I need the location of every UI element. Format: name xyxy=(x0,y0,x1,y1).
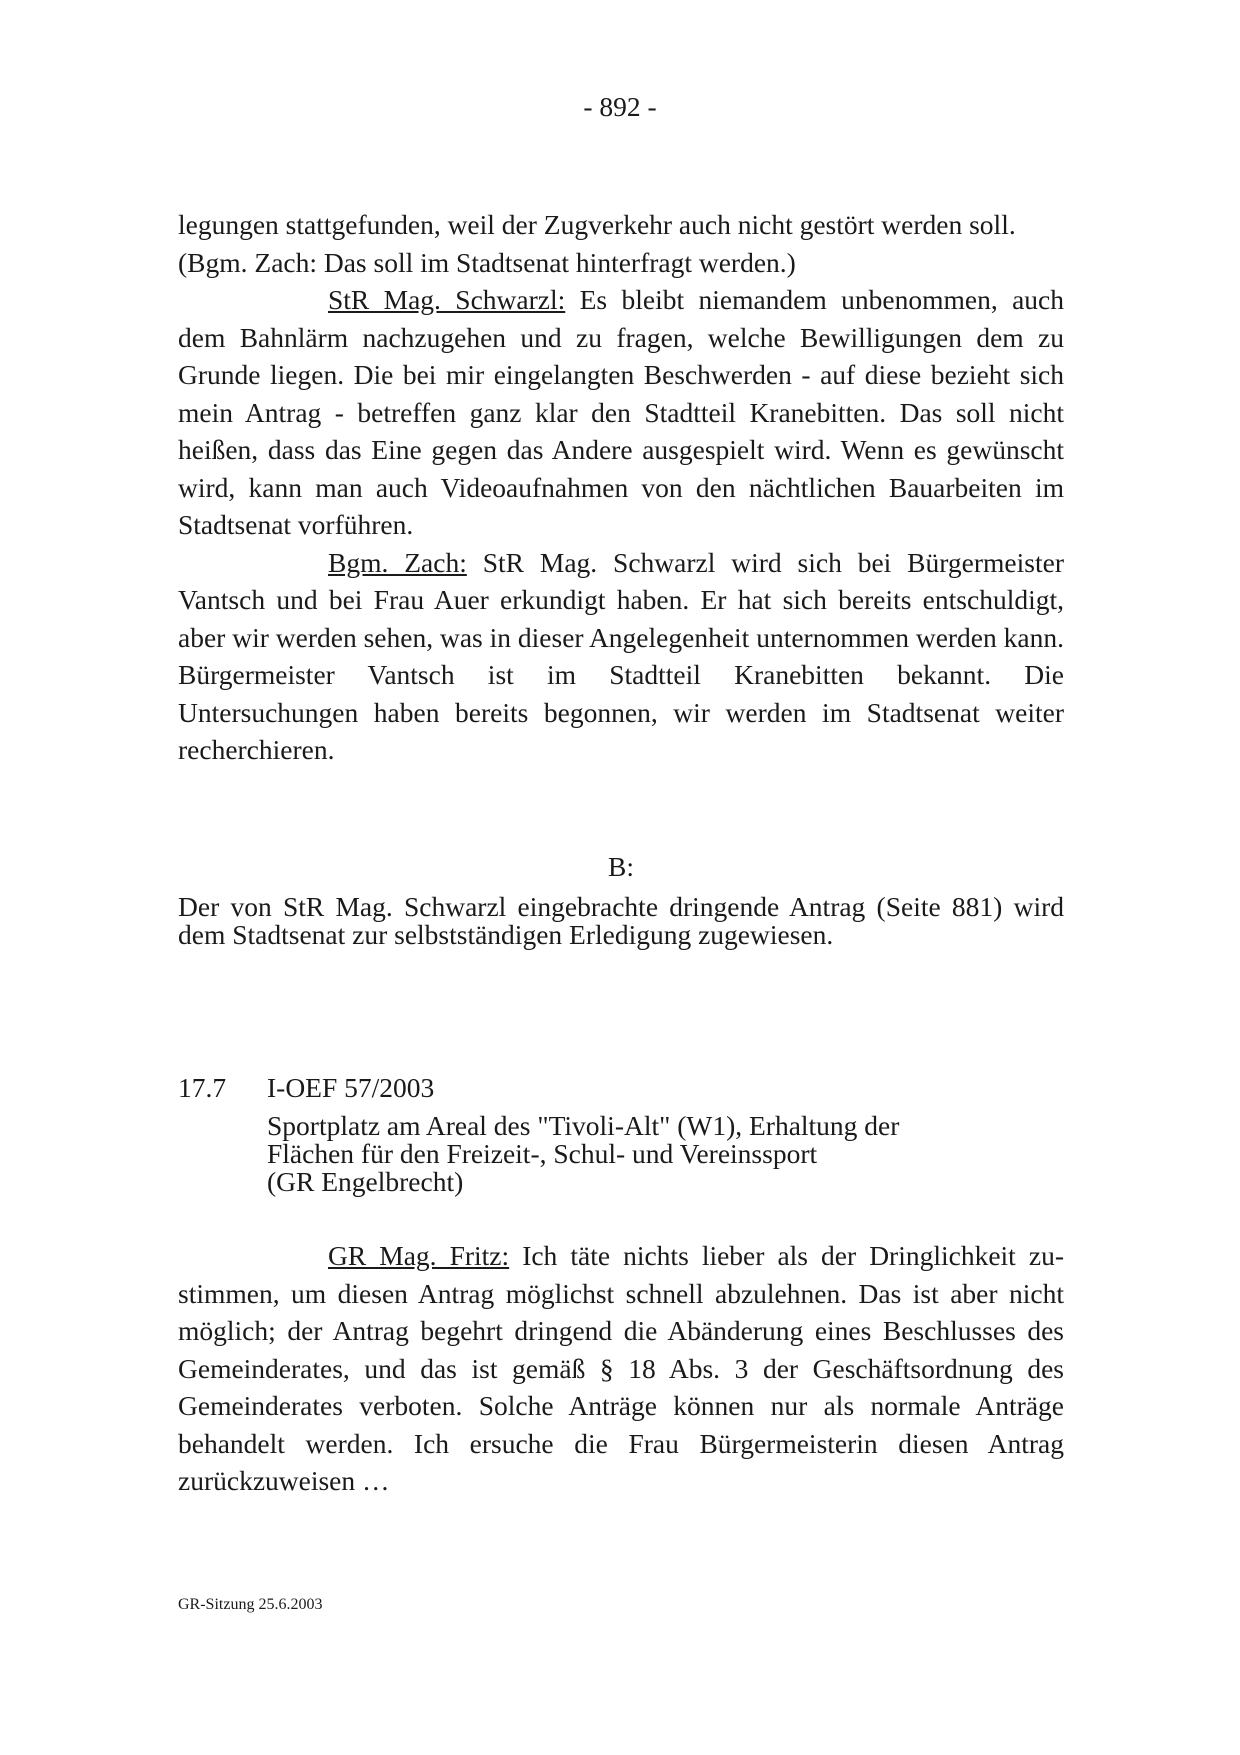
speech-text: Es bleibt niemandem unbenommen, auch dem Bahnlärm nachzugehen und zu fragen, welche Bewilligungen dem zu Grunde liegen. Die bei mir eingelangten Beschwerden - auf diese bezieht sich mein Antrag - betreffen ganz klar den Stadtteil Kranebitten. Das soll nicht heißen, dass das Eine gegen das Andere ausgespielt wird. Wenn es gewünscht wird, kann man auch Videoaufnahmen von den nächtlichen Bauarbeiten im Stadtsenat vorführen. xyxy=(178,284,1064,540)
speaker-name: GR Mag. Fritz: xyxy=(328,1240,510,1271)
speech-text: StR Mag. Schwarzl wird sich bei Bürgermeister Vantsch und bei Frau Auer erkundigt haben. Er hat sich bereits entschuldigt, aber wir werden sehen, was in dieser Angelegenheit unternommen werden kann. Bürgermeister Vantsch ist im Stadtteil Kranebitten bekannt. Die Untersuchungen haben bereits begonnen, wir werden im Stadtsenat weiter recherchieren. xyxy=(178,546,1064,765)
item-subject: Sportplatz am Areal des "Tivoli-Alt" (W1), Erhaltung der Flächen für den Freizeit-, Schul- und Vereinssport xyxy=(267,1110,900,1169)
speech-fritz xyxy=(178,1237,1064,1500)
speech-text: Ich täte nichts lieber als der Dringlichkeit zustimmen, um diesen Antrag möglichst schnell abzulehnen. Das ist aber nicht möglich; der Antrag begehrt dringend die Abänderung eines Beschlusses des Gemeinderates, und das ist gemäß § 18 Abs. 3 der Geschäftsordnung des Gemeinderates verboten. Solche Anträge können nur als normale Anträge behandelt werden. Ich ersuche die Frau Bürgermeisterin diesen Antrag zurückzuweisen … xyxy=(178,1240,1064,1496)
item-code: I-OEF 57/2003 xyxy=(267,1072,435,1103)
item-proposer: (GR Engelbrecht) xyxy=(267,1166,464,1197)
paragraph-continuation: legungen stattgefunden, weil der Zugverkehr auch nicht gestört werden soll. xyxy=(178,209,1016,240)
page-number: - 892 - xyxy=(583,91,657,122)
interjection: (Bgm. Zach: Das soll im Stadtsenat hinterfragt werden.) xyxy=(178,246,796,278)
resolution-text: Der von StR Mag. Schwarzl eingebrachte dringende Antrag (Seite 881) wird dem Stadtsenat zur selbstständigen Erledigung zugewiesen. xyxy=(178,891,1064,950)
speaker-name: Bgm. Zach: xyxy=(328,546,467,578)
speech-schwarzl xyxy=(178,281,1064,544)
speaker-name: StR Mag. Schwarzl: xyxy=(328,284,566,315)
item-number: 17.7 xyxy=(178,1072,227,1103)
speech-zach xyxy=(178,544,1064,769)
footer: GR-Sitzung 25.6.2003 xyxy=(178,1596,323,1613)
resolution-label: B: xyxy=(608,851,634,882)
section-continued xyxy=(178,206,1064,769)
